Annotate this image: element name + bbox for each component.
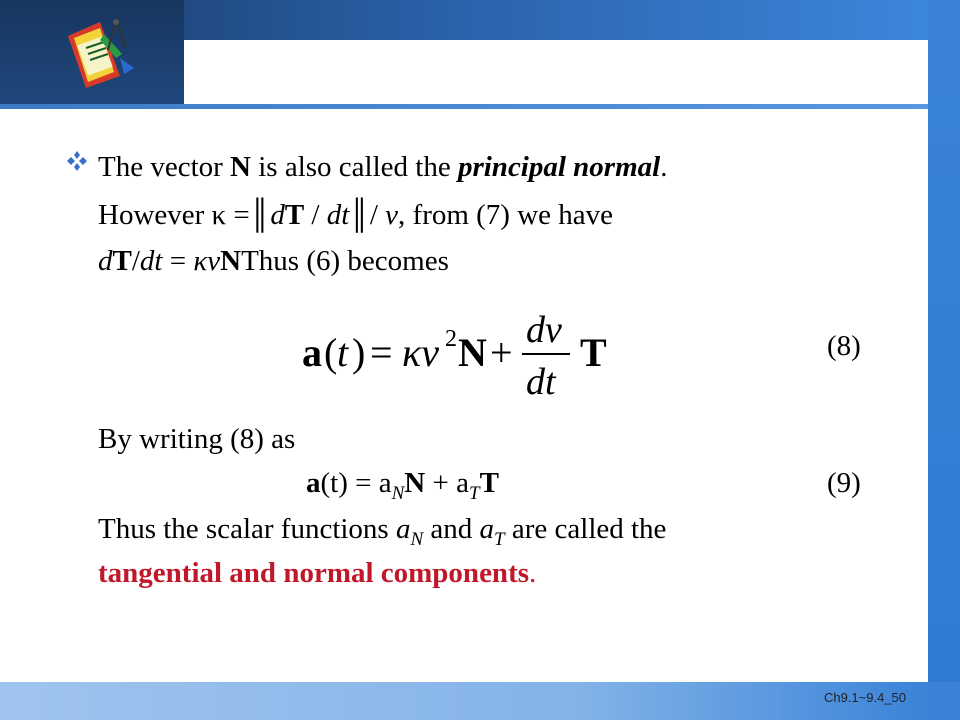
line2-end: , from (7) we have xyxy=(398,199,614,231)
line2-eq: = xyxy=(226,199,250,231)
line2-sl: / xyxy=(304,199,327,231)
line3-N: N xyxy=(220,245,242,277)
text-line-3 xyxy=(98,240,449,282)
line1-N: N xyxy=(230,151,251,183)
svg-text:dv: dv xyxy=(526,309,562,351)
line3-kv: κv xyxy=(193,245,221,277)
line3-dt: dt xyxy=(139,245,163,277)
svg-text:dt: dt xyxy=(526,361,556,402)
text-line-6 xyxy=(98,552,536,594)
line2-dt: dt xyxy=(326,199,350,231)
line6-dot: . xyxy=(529,557,537,589)
tangential-normal-components: tangential and normal components xyxy=(98,557,530,589)
eq9-subN: N xyxy=(391,482,405,504)
line5-and: and xyxy=(423,513,480,545)
line2-a: However xyxy=(98,199,212,231)
line5-pre: Thus the scalar functions xyxy=(98,513,396,545)
header-divider xyxy=(0,104,928,109)
line2-norm1: ║ xyxy=(249,199,271,231)
line5-aN-sub: N xyxy=(410,528,424,550)
line3-slash: / xyxy=(131,245,140,277)
eq9-plus: + a xyxy=(425,467,469,499)
text-line-4: By writing (8) as xyxy=(98,423,296,455)
line1-post: . xyxy=(660,151,668,183)
svg-text:2: 2 xyxy=(445,326,457,352)
equation-8-number: (8) xyxy=(827,330,861,362)
line5-aN-a: a xyxy=(395,513,411,545)
line2-T: T xyxy=(284,199,305,231)
principal-normal-term: principal normal xyxy=(457,151,661,183)
svg-text:T: T xyxy=(580,330,607,375)
line3-eq: = xyxy=(162,245,194,277)
slide-number: Ch9.1~9.4_50 xyxy=(823,690,906,705)
line5-aT-a: a xyxy=(479,513,495,545)
footer-band xyxy=(0,682,960,720)
line2-tail: / xyxy=(369,199,386,231)
svg-text:+: + xyxy=(490,330,513,375)
eq9-N: N xyxy=(404,467,426,499)
title-area xyxy=(184,40,928,104)
eq9-t: (t) xyxy=(320,467,348,499)
eq9-eq: = a xyxy=(347,467,392,499)
equation-8-formula xyxy=(300,302,620,402)
eq9-T: T xyxy=(479,467,499,499)
line3-T: T xyxy=(112,245,132,277)
line5-post: are called the xyxy=(504,513,667,545)
line2-v: v xyxy=(385,199,399,231)
text-line-2 xyxy=(98,194,613,236)
line1-mid: is also called the xyxy=(251,151,458,183)
text-line-1 xyxy=(98,146,667,188)
eq9-a: a xyxy=(306,467,321,499)
right-side-bar xyxy=(928,0,960,720)
equation-9-number: (9) xyxy=(827,467,861,499)
svg-text:a: a xyxy=(302,330,322,375)
line2-d: d xyxy=(270,199,285,231)
svg-text:): ) xyxy=(352,330,366,375)
equation-9 xyxy=(306,462,499,515)
school-tools-logo-icon xyxy=(60,14,140,94)
svg-text:t: t xyxy=(337,330,349,375)
svg-text:(: ( xyxy=(324,330,338,375)
line1-pre: The vector xyxy=(98,151,231,183)
eq9-subT: T xyxy=(468,482,480,504)
svg-text:κv: κv xyxy=(402,330,439,375)
line3-tail: Thus (6) becomes xyxy=(241,245,449,277)
line3-d: d xyxy=(98,245,113,277)
line5-aT-sub: T xyxy=(494,528,505,550)
diamond-bullet-icon xyxy=(66,150,88,172)
line2-kappa: κ xyxy=(211,199,227,231)
svg-text:N: N xyxy=(458,330,487,375)
svg-text:=: = xyxy=(370,330,393,375)
line2-norm2: ║ xyxy=(349,199,370,231)
